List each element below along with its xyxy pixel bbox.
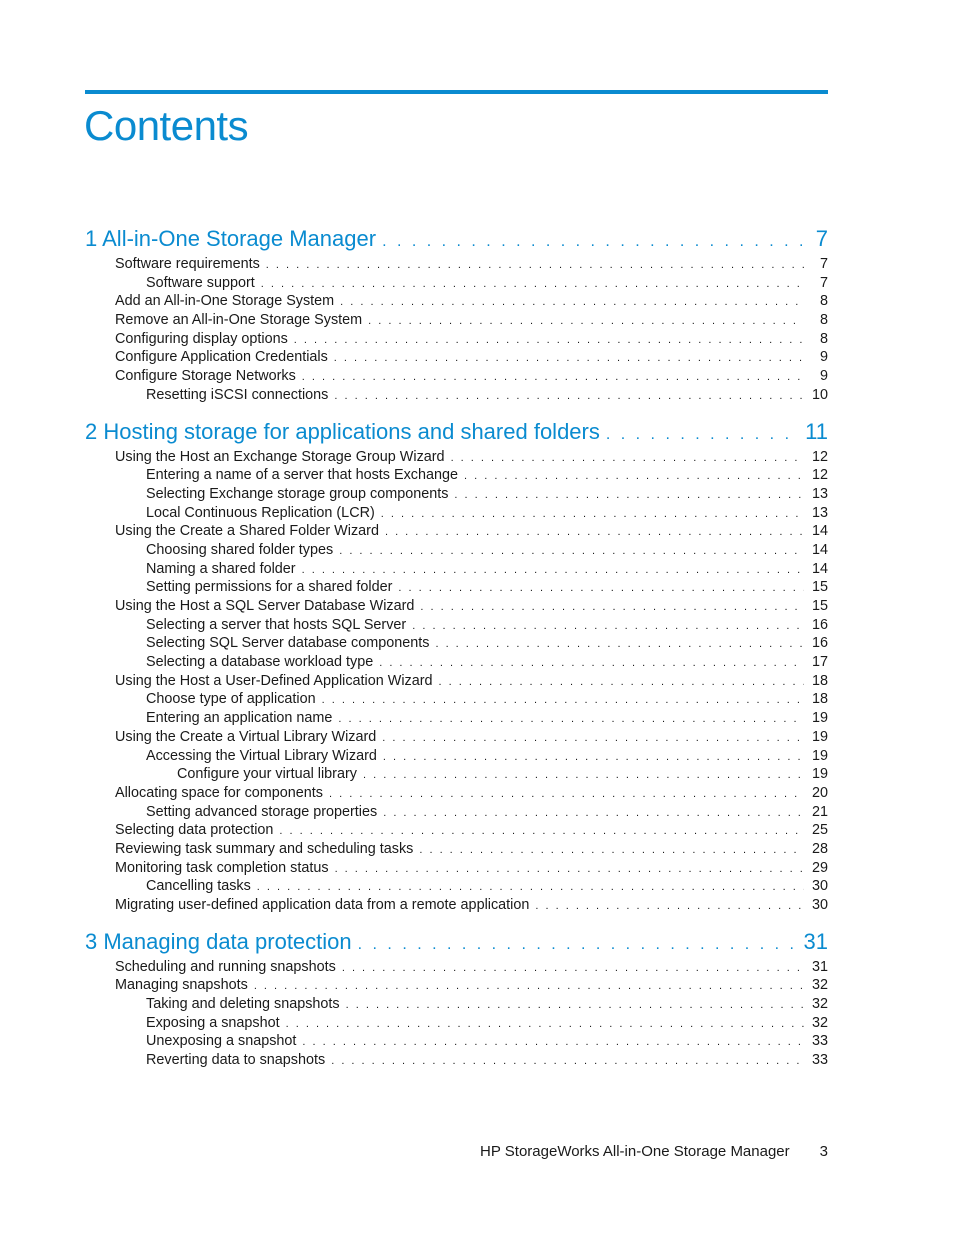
toc-page-number: 14 bbox=[811, 523, 828, 540]
dot-leader bbox=[335, 863, 804, 875]
toc-entry[interactable] bbox=[85, 542, 828, 561]
toc-entry-title: Add an All-in-One Storage System bbox=[115, 293, 335, 310]
toc-entry-title: Choose type of application bbox=[146, 691, 316, 708]
toc-entry-title: Taking and deleting snapshots bbox=[146, 996, 340, 1013]
dot-leader bbox=[382, 233, 804, 251]
footer-title: HP StorageWorks All-in-One Storage Manager bbox=[480, 1143, 790, 1160]
toc-entry-title: Configure Application Credentials bbox=[115, 349, 328, 366]
toc-page-number: 12 bbox=[811, 448, 828, 465]
toc-entry-title: Setting permissions for a shared folder bbox=[146, 579, 393, 596]
dot-leader bbox=[379, 657, 804, 669]
toc-entry[interactable] bbox=[85, 579, 828, 598]
page-title: Contents bbox=[84, 102, 249, 149]
dot-leader bbox=[419, 844, 804, 856]
dot-leader bbox=[257, 881, 804, 893]
toc-entry-title: Naming a shared folder bbox=[146, 560, 296, 577]
toc-entry[interactable] bbox=[85, 349, 828, 368]
toc-entry-title: Resetting iSCSI connections bbox=[146, 386, 329, 403]
toc-chapter[interactable] bbox=[85, 226, 828, 256]
dot-leader bbox=[606, 426, 799, 444]
toc-entry[interactable] bbox=[85, 467, 828, 486]
toc-entry[interactable] bbox=[85, 486, 828, 505]
dot-leader bbox=[302, 371, 804, 383]
dot-leader bbox=[454, 489, 804, 501]
toc-page-number: 14 bbox=[811, 560, 828, 577]
toc-chapter-title: 1 All-in-One Storage Manager bbox=[85, 226, 377, 251]
dot-leader bbox=[302, 1036, 804, 1048]
toc-entry-title: Unexposing a snapshot bbox=[146, 1033, 297, 1050]
toc-entry[interactable] bbox=[85, 1052, 828, 1071]
toc-entry[interactable] bbox=[85, 331, 828, 350]
toc-chapter[interactable] bbox=[85, 419, 828, 449]
toc-entry[interactable] bbox=[85, 523, 828, 542]
table-of-contents bbox=[85, 226, 828, 1071]
toc-page-number: 15 bbox=[811, 579, 828, 596]
toc-entry-title: Configure Storage Networks bbox=[115, 368, 296, 385]
toc-page-number: 32 bbox=[811, 977, 828, 994]
toc-entry[interactable] bbox=[85, 785, 828, 804]
header-rule bbox=[85, 90, 828, 94]
toc-entry[interactable] bbox=[85, 1033, 828, 1052]
toc-entry-title: Configuring display options bbox=[115, 330, 288, 347]
toc-entry-title: Using the Create a Virtual Library Wizard bbox=[115, 728, 377, 745]
toc-entry-title: Cancelling tasks bbox=[146, 878, 251, 895]
toc-page-number: 7 bbox=[815, 226, 828, 251]
toc-entry[interactable] bbox=[85, 505, 828, 524]
toc-page-number: 14 bbox=[811, 541, 828, 558]
toc-entry[interactable] bbox=[85, 766, 828, 785]
toc-page-number: 15 bbox=[811, 598, 828, 614]
toc-entry-title: Entering a name of a server that hosts Exchange bbox=[146, 467, 458, 484]
toc-entry-title: Monitoring task completion status bbox=[115, 859, 329, 876]
dot-leader bbox=[535, 900, 804, 912]
toc-page-number: 8 bbox=[819, 293, 828, 310]
toc-page-number: 31 bbox=[811, 958, 828, 975]
dot-leader bbox=[346, 999, 804, 1011]
toc-page-number: 11 bbox=[805, 418, 828, 444]
dot-leader bbox=[334, 352, 804, 364]
toc-page-number: 12 bbox=[811, 467, 828, 484]
page-footer bbox=[0, 1143, 828, 1160]
toc-chapter-title: 3 Managing data protection bbox=[85, 928, 352, 954]
toc-page-number: 7 bbox=[819, 256, 828, 272]
toc-entry[interactable] bbox=[85, 996, 828, 1015]
toc-page-number: 33 bbox=[811, 1052, 828, 1069]
toc-entry-title: Using the Host an Exchange Storage Group Wizard bbox=[115, 448, 445, 465]
toc-entry-title: Selecting a server that hosts SQL Server bbox=[146, 616, 407, 633]
toc-entry[interactable] bbox=[85, 617, 828, 636]
toc-entry-title: Selecting a database workload type bbox=[146, 654, 374, 671]
toc-page-number: 20 bbox=[811, 784, 828, 801]
toc-entry[interactable] bbox=[85, 293, 828, 312]
toc-entry[interactable] bbox=[85, 977, 828, 996]
toc-page-number: 18 bbox=[811, 672, 828, 689]
toc-page-number: 31 bbox=[803, 928, 828, 954]
toc-entry[interactable] bbox=[85, 841, 828, 860]
toc-page-number: 17 bbox=[811, 654, 828, 671]
dot-leader bbox=[382, 732, 804, 744]
dot-leader bbox=[385, 526, 804, 538]
toc-page-number: 7 bbox=[819, 274, 828, 291]
dot-leader bbox=[398, 582, 804, 594]
toc-page-number: 13 bbox=[811, 504, 828, 521]
toc-entry[interactable] bbox=[85, 860, 828, 879]
dot-leader bbox=[363, 769, 804, 781]
toc-entry-title: Using the Host a User-Defined Application Wizard bbox=[115, 672, 433, 689]
toc-entry[interactable] bbox=[85, 312, 828, 331]
toc-entry-title: Software requirements bbox=[115, 256, 260, 272]
dot-leader bbox=[383, 751, 804, 763]
toc-entry-title: Scheduling and running snapshots bbox=[115, 958, 336, 975]
dot-leader bbox=[254, 980, 804, 992]
toc-entry-title: Allocating space for components bbox=[115, 784, 323, 801]
toc-entry[interactable] bbox=[85, 635, 828, 654]
toc-page-number: 9 bbox=[819, 349, 828, 366]
toc-page-number: 8 bbox=[819, 330, 828, 347]
toc-entry[interactable] bbox=[85, 748, 828, 767]
dot-leader bbox=[286, 1018, 804, 1030]
dot-leader bbox=[342, 962, 804, 974]
toc-entry-title: Accessing the Virtual Library Wizard bbox=[146, 747, 377, 764]
toc-entry[interactable] bbox=[85, 275, 828, 294]
toc-entry-title: Software support bbox=[146, 274, 255, 291]
footer-page-number: 3 bbox=[819, 1143, 828, 1160]
toc-entry[interactable] bbox=[85, 897, 828, 916]
toc-page-number: 16 bbox=[811, 635, 828, 652]
toc-entry-title: Entering an application name bbox=[146, 710, 333, 727]
toc-page-number: 25 bbox=[811, 822, 828, 839]
toc-entry[interactable] bbox=[85, 804, 828, 823]
dot-leader bbox=[334, 390, 804, 402]
toc-entry-title: Using the Host a SQL Server Database Wizard bbox=[115, 598, 415, 614]
toc-entry[interactable] bbox=[85, 673, 828, 692]
toc-page-number: 33 bbox=[811, 1033, 828, 1050]
dot-leader bbox=[383, 807, 804, 819]
toc-page-number: 10 bbox=[811, 386, 828, 403]
toc-entry-title: Reverting data to snapshots bbox=[146, 1052, 326, 1069]
toc-entry[interactable] bbox=[85, 598, 828, 617]
dot-leader bbox=[340, 296, 804, 308]
toc-entry[interactable] bbox=[85, 959, 828, 978]
toc-entry-title: Selecting SQL Server database components bbox=[146, 635, 430, 652]
toc-page-number: 30 bbox=[811, 878, 828, 895]
dot-leader bbox=[266, 259, 804, 271]
toc-entry-title: Using the Create a Shared Folder Wizard bbox=[115, 523, 379, 540]
dot-leader bbox=[464, 470, 804, 482]
toc-chapter-title: 2 Hosting storage for applications and shared folders bbox=[85, 418, 600, 444]
dot-leader bbox=[302, 564, 804, 576]
toc-page-number: 19 bbox=[811, 710, 828, 727]
toc-page-number: 19 bbox=[811, 728, 828, 745]
toc-page-number: 21 bbox=[811, 803, 828, 820]
dot-leader bbox=[381, 508, 804, 520]
dot-leader bbox=[420, 601, 804, 613]
toc-entry-title: Selecting data protection bbox=[115, 822, 274, 839]
dot-leader bbox=[331, 1055, 804, 1067]
dot-leader bbox=[358, 936, 798, 954]
toc-entry[interactable] bbox=[85, 561, 828, 580]
toc-entry[interactable] bbox=[85, 729, 828, 748]
toc-page-number: 32 bbox=[811, 1014, 828, 1031]
toc-page-number: 29 bbox=[811, 859, 828, 876]
dot-leader bbox=[412, 620, 804, 632]
toc-page-number: 19 bbox=[811, 766, 828, 783]
toc-entry-title: Selecting Exchange storage group components bbox=[146, 485, 449, 502]
toc-entry[interactable] bbox=[85, 691, 828, 710]
toc-page-number: 8 bbox=[819, 312, 828, 329]
toc-page-number: 16 bbox=[811, 616, 828, 633]
toc-entry-title: Local Continuous Replication (LCR) bbox=[146, 504, 375, 521]
toc-page-number: 28 bbox=[811, 840, 828, 857]
dot-leader bbox=[451, 452, 804, 464]
toc-chapter[interactable] bbox=[85, 929, 828, 959]
dot-leader bbox=[368, 315, 804, 327]
toc-entry-title: Reviewing task summary and scheduling tasks bbox=[115, 840, 414, 857]
toc-entry-title: Migrating user-defined application data from a remote application bbox=[115, 897, 530, 913]
toc-page-number: 13 bbox=[811, 485, 828, 502]
dot-leader bbox=[338, 713, 804, 725]
toc-entry[interactable] bbox=[85, 387, 828, 406]
dot-leader bbox=[279, 825, 804, 837]
toc-entry-title: Managing snapshots bbox=[115, 977, 248, 994]
toc-entry[interactable] bbox=[85, 449, 828, 468]
toc-entry-title: Choosing shared folder types bbox=[146, 541, 334, 558]
dot-leader bbox=[439, 676, 804, 688]
toc-page-number: 9 bbox=[819, 368, 828, 385]
toc-entry-title: Exposing a snapshot bbox=[146, 1014, 280, 1031]
toc-entry-title: Remove an All-in-One Storage System bbox=[115, 312, 363, 329]
toc-page-number: 30 bbox=[811, 897, 828, 913]
toc-entry-title: Configure your virtual library bbox=[177, 766, 357, 783]
toc-entry[interactable] bbox=[85, 822, 828, 841]
toc-entry[interactable] bbox=[85, 368, 828, 387]
dot-leader bbox=[435, 638, 804, 650]
dot-leader bbox=[261, 278, 804, 290]
dot-leader bbox=[329, 788, 804, 800]
toc-entry[interactable] bbox=[85, 654, 828, 673]
dot-leader bbox=[294, 334, 804, 346]
toc-entry[interactable] bbox=[85, 710, 828, 729]
toc-entry[interactable] bbox=[85, 878, 828, 897]
dot-leader bbox=[322, 694, 804, 706]
toc-page-number: 19 bbox=[811, 747, 828, 764]
toc-page-number: 18 bbox=[811, 691, 828, 708]
toc-entry[interactable] bbox=[85, 256, 828, 275]
toc-page-number: 32 bbox=[811, 996, 828, 1013]
toc-entry[interactable] bbox=[85, 1015, 828, 1034]
dot-leader bbox=[339, 545, 804, 557]
toc-entry-title: Setting advanced storage properties bbox=[146, 803, 378, 820]
